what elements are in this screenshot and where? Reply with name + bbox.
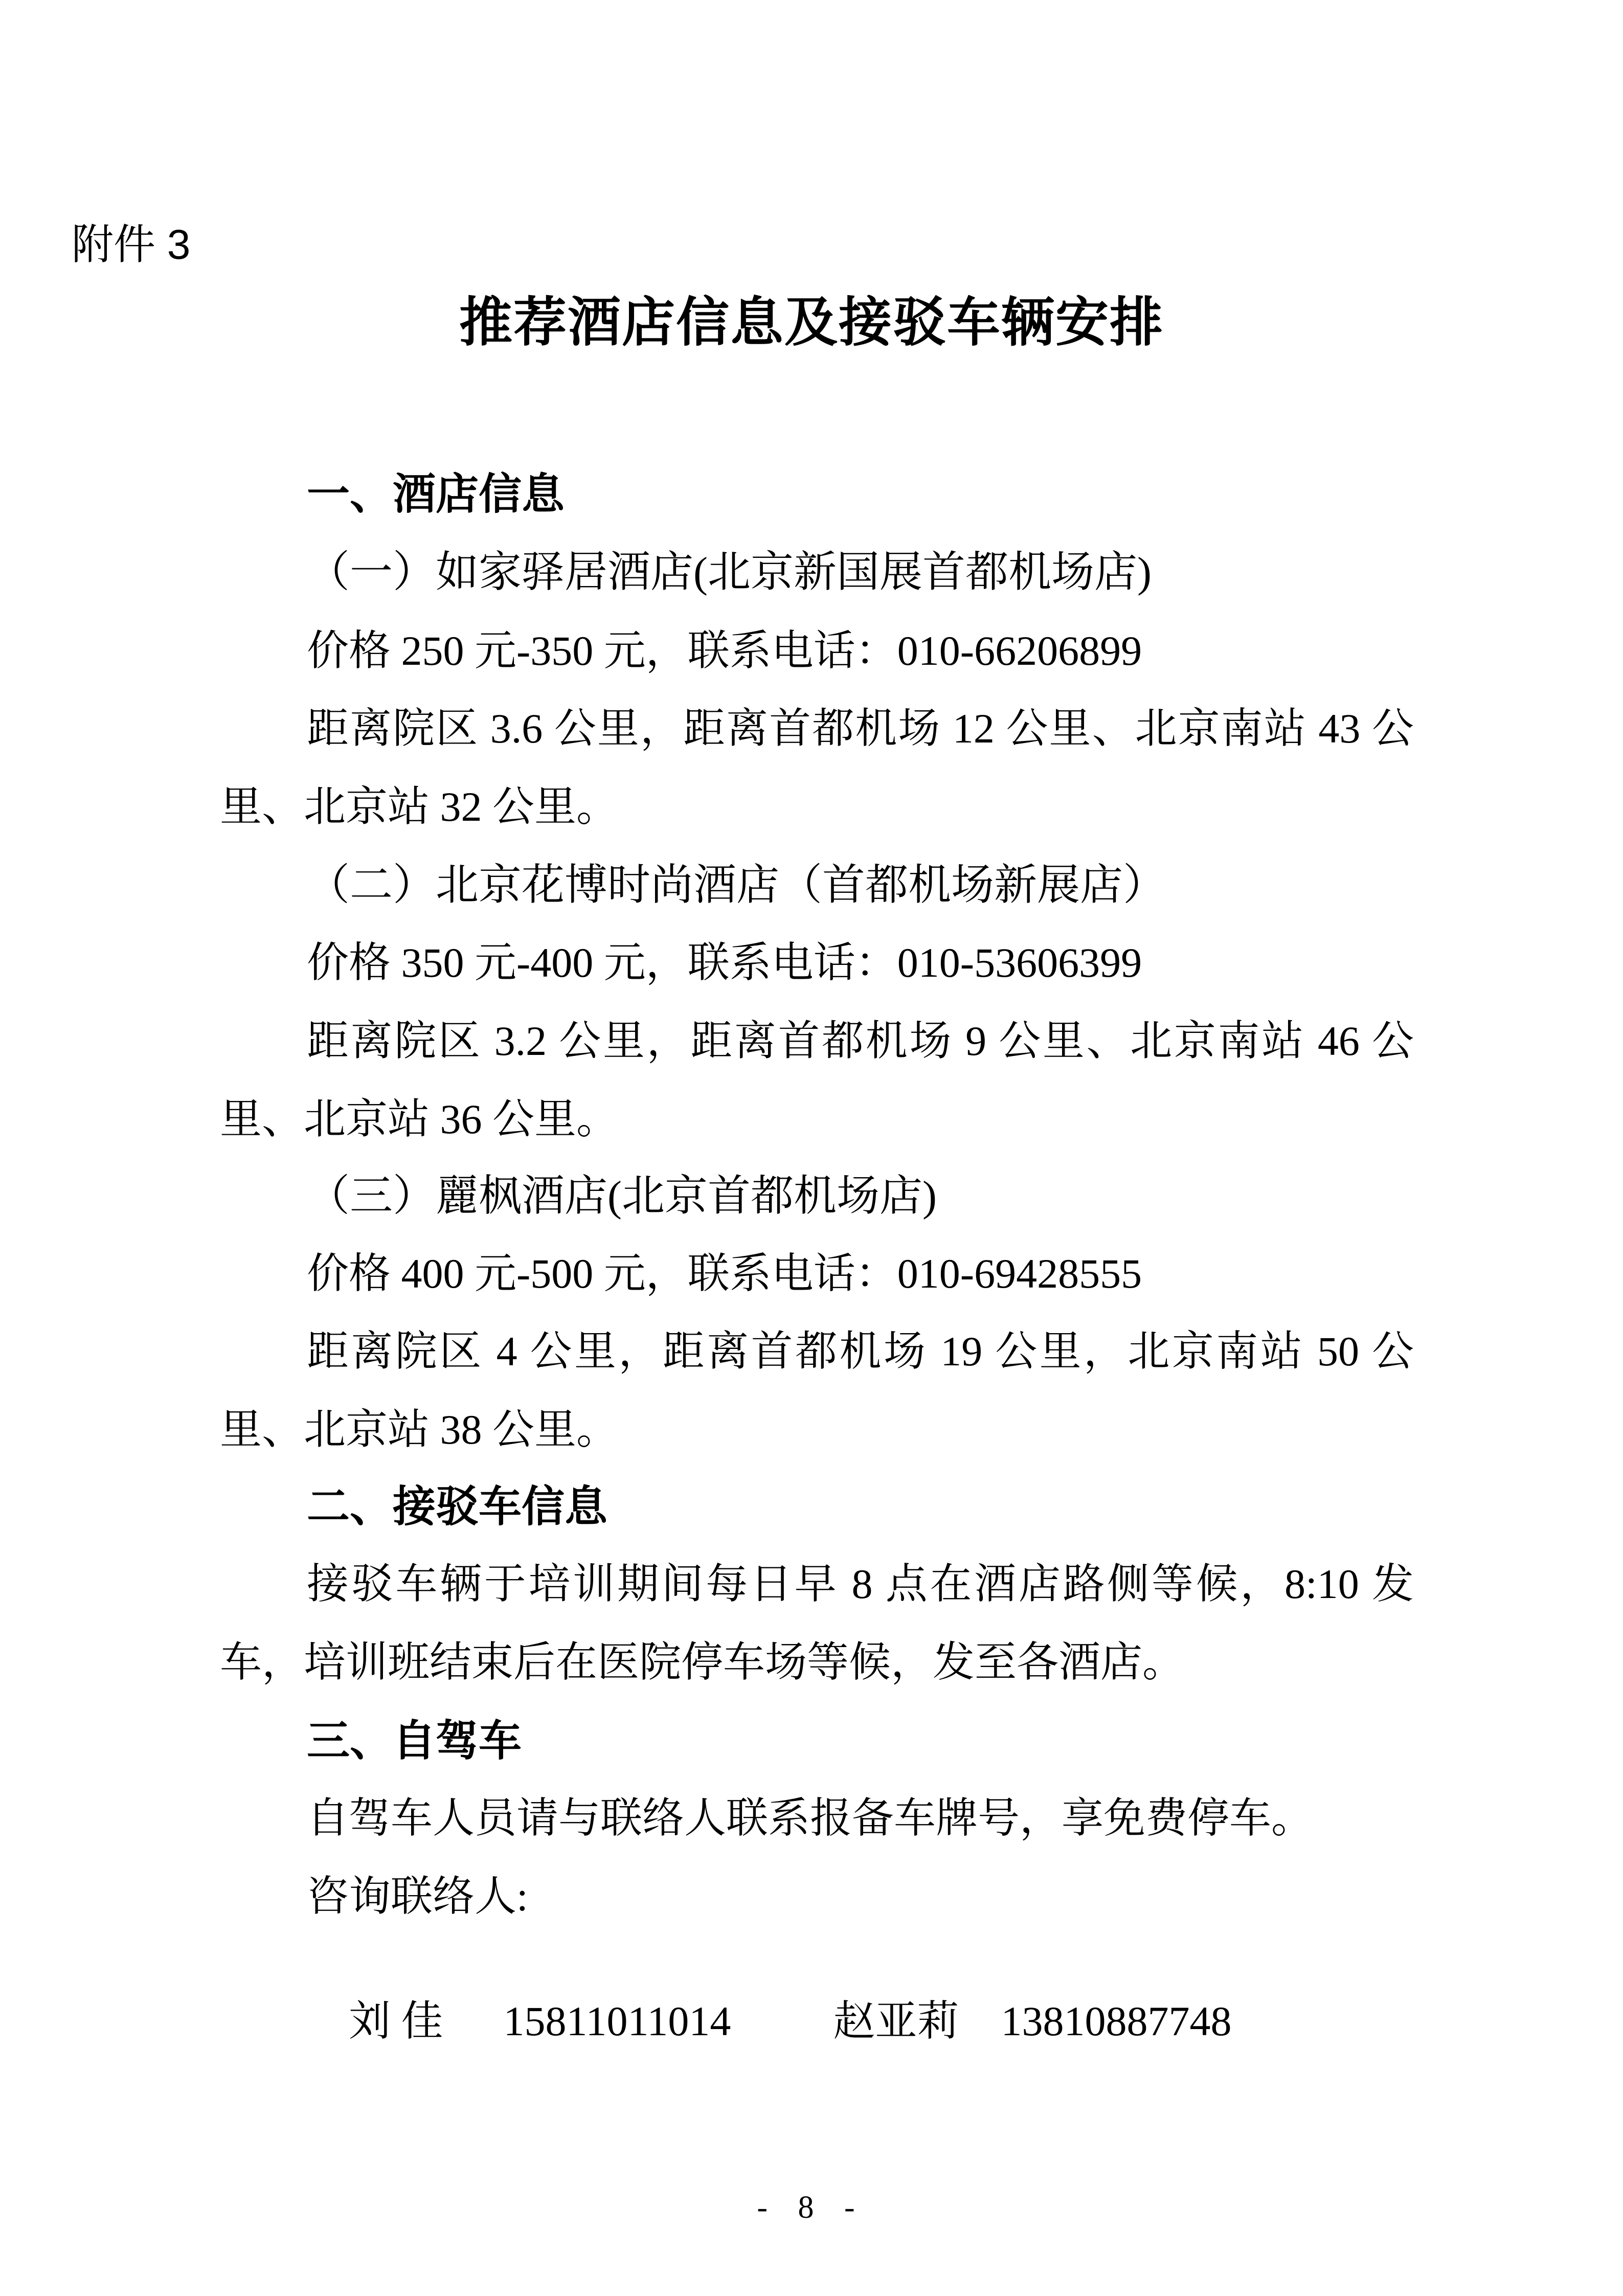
hotel-3-name: （三）麗枫酒店(北京首都机场店) <box>307 1173 937 1220</box>
hotel-3-distance-line-2: 里、北京站 38 公里。 <box>220 1406 619 1453</box>
hotel-1-distance-line-1: 距离院区 3.6 公里，距离首都机场 12 公里、北京南站 43 公 <box>307 705 1414 752</box>
section-heading-hotels: 一、酒店信息 <box>307 470 565 518</box>
hotel-1-price-phone: 价格 250 元-350 元，联系电话：010-66206899 <box>307 627 1142 674</box>
shuttle-body-line-1: 接驳车辆于培训期间每日早 8 点在酒店路侧等候，8:10 发 <box>307 1561 1414 1607</box>
hotel-1-name: （一）如家驿居酒店(北京新国展首都机场店) <box>307 549 1152 596</box>
shuttle-body-line-2: 车，培训班结束后在医院停车场等候，发至各酒店。 <box>220 1639 1185 1685</box>
contact-1-name: 刘 佳 <box>349 1998 443 2045</box>
hotel-2-name: （二）北京花博时尚酒店（首都机场新展店） <box>307 862 1166 909</box>
hotel-2-distance-line-1: 距离院区 3.2 公里，距离首都机场 9 公里、北京南站 46 公 <box>307 1018 1414 1064</box>
page-title: 推荐酒店信息及接驳车辆安排 <box>459 294 1164 352</box>
contacts-row <box>307 1949 1231 2094</box>
contact-2-phone: 13810887748 <box>1001 1998 1232 2045</box>
page-number: - 8 - <box>757 2190 866 2225</box>
hotel-2-price-phone: 价格 350 元-400 元，联系电话：010-53606399 <box>307 939 1142 986</box>
section-heading-shuttle: 二、接驳车信息 <box>307 1482 608 1530</box>
contact-label: 咨询联络人: <box>307 1873 528 1920</box>
attachment-label: 附件 3 <box>72 221 191 268</box>
hotel-3-price-phone: 价格 400 元-500 元，联系电话：010-69428555 <box>307 1250 1142 1297</box>
selfdrive-body: 自驾车人员请与联络人联系报备车牌号，享免费停车。 <box>307 1795 1314 1841</box>
hotel-1-distance-line-2: 里、北京站 32 公里。 <box>220 783 619 830</box>
hotel-3-distance-line-1: 距离院区 4 公里，距离首都机场 19 公里，北京南站 50 公 <box>307 1328 1414 1375</box>
hotel-2-distance-line-2: 里、北京站 36 公里。 <box>220 1096 619 1142</box>
contact-2-name: 赵亚莉 <box>833 1998 959 2045</box>
contact-1-phone: 15811011014 <box>503 1998 731 2045</box>
section-heading-selfdrive: 三、自驾车 <box>307 1717 522 1765</box>
